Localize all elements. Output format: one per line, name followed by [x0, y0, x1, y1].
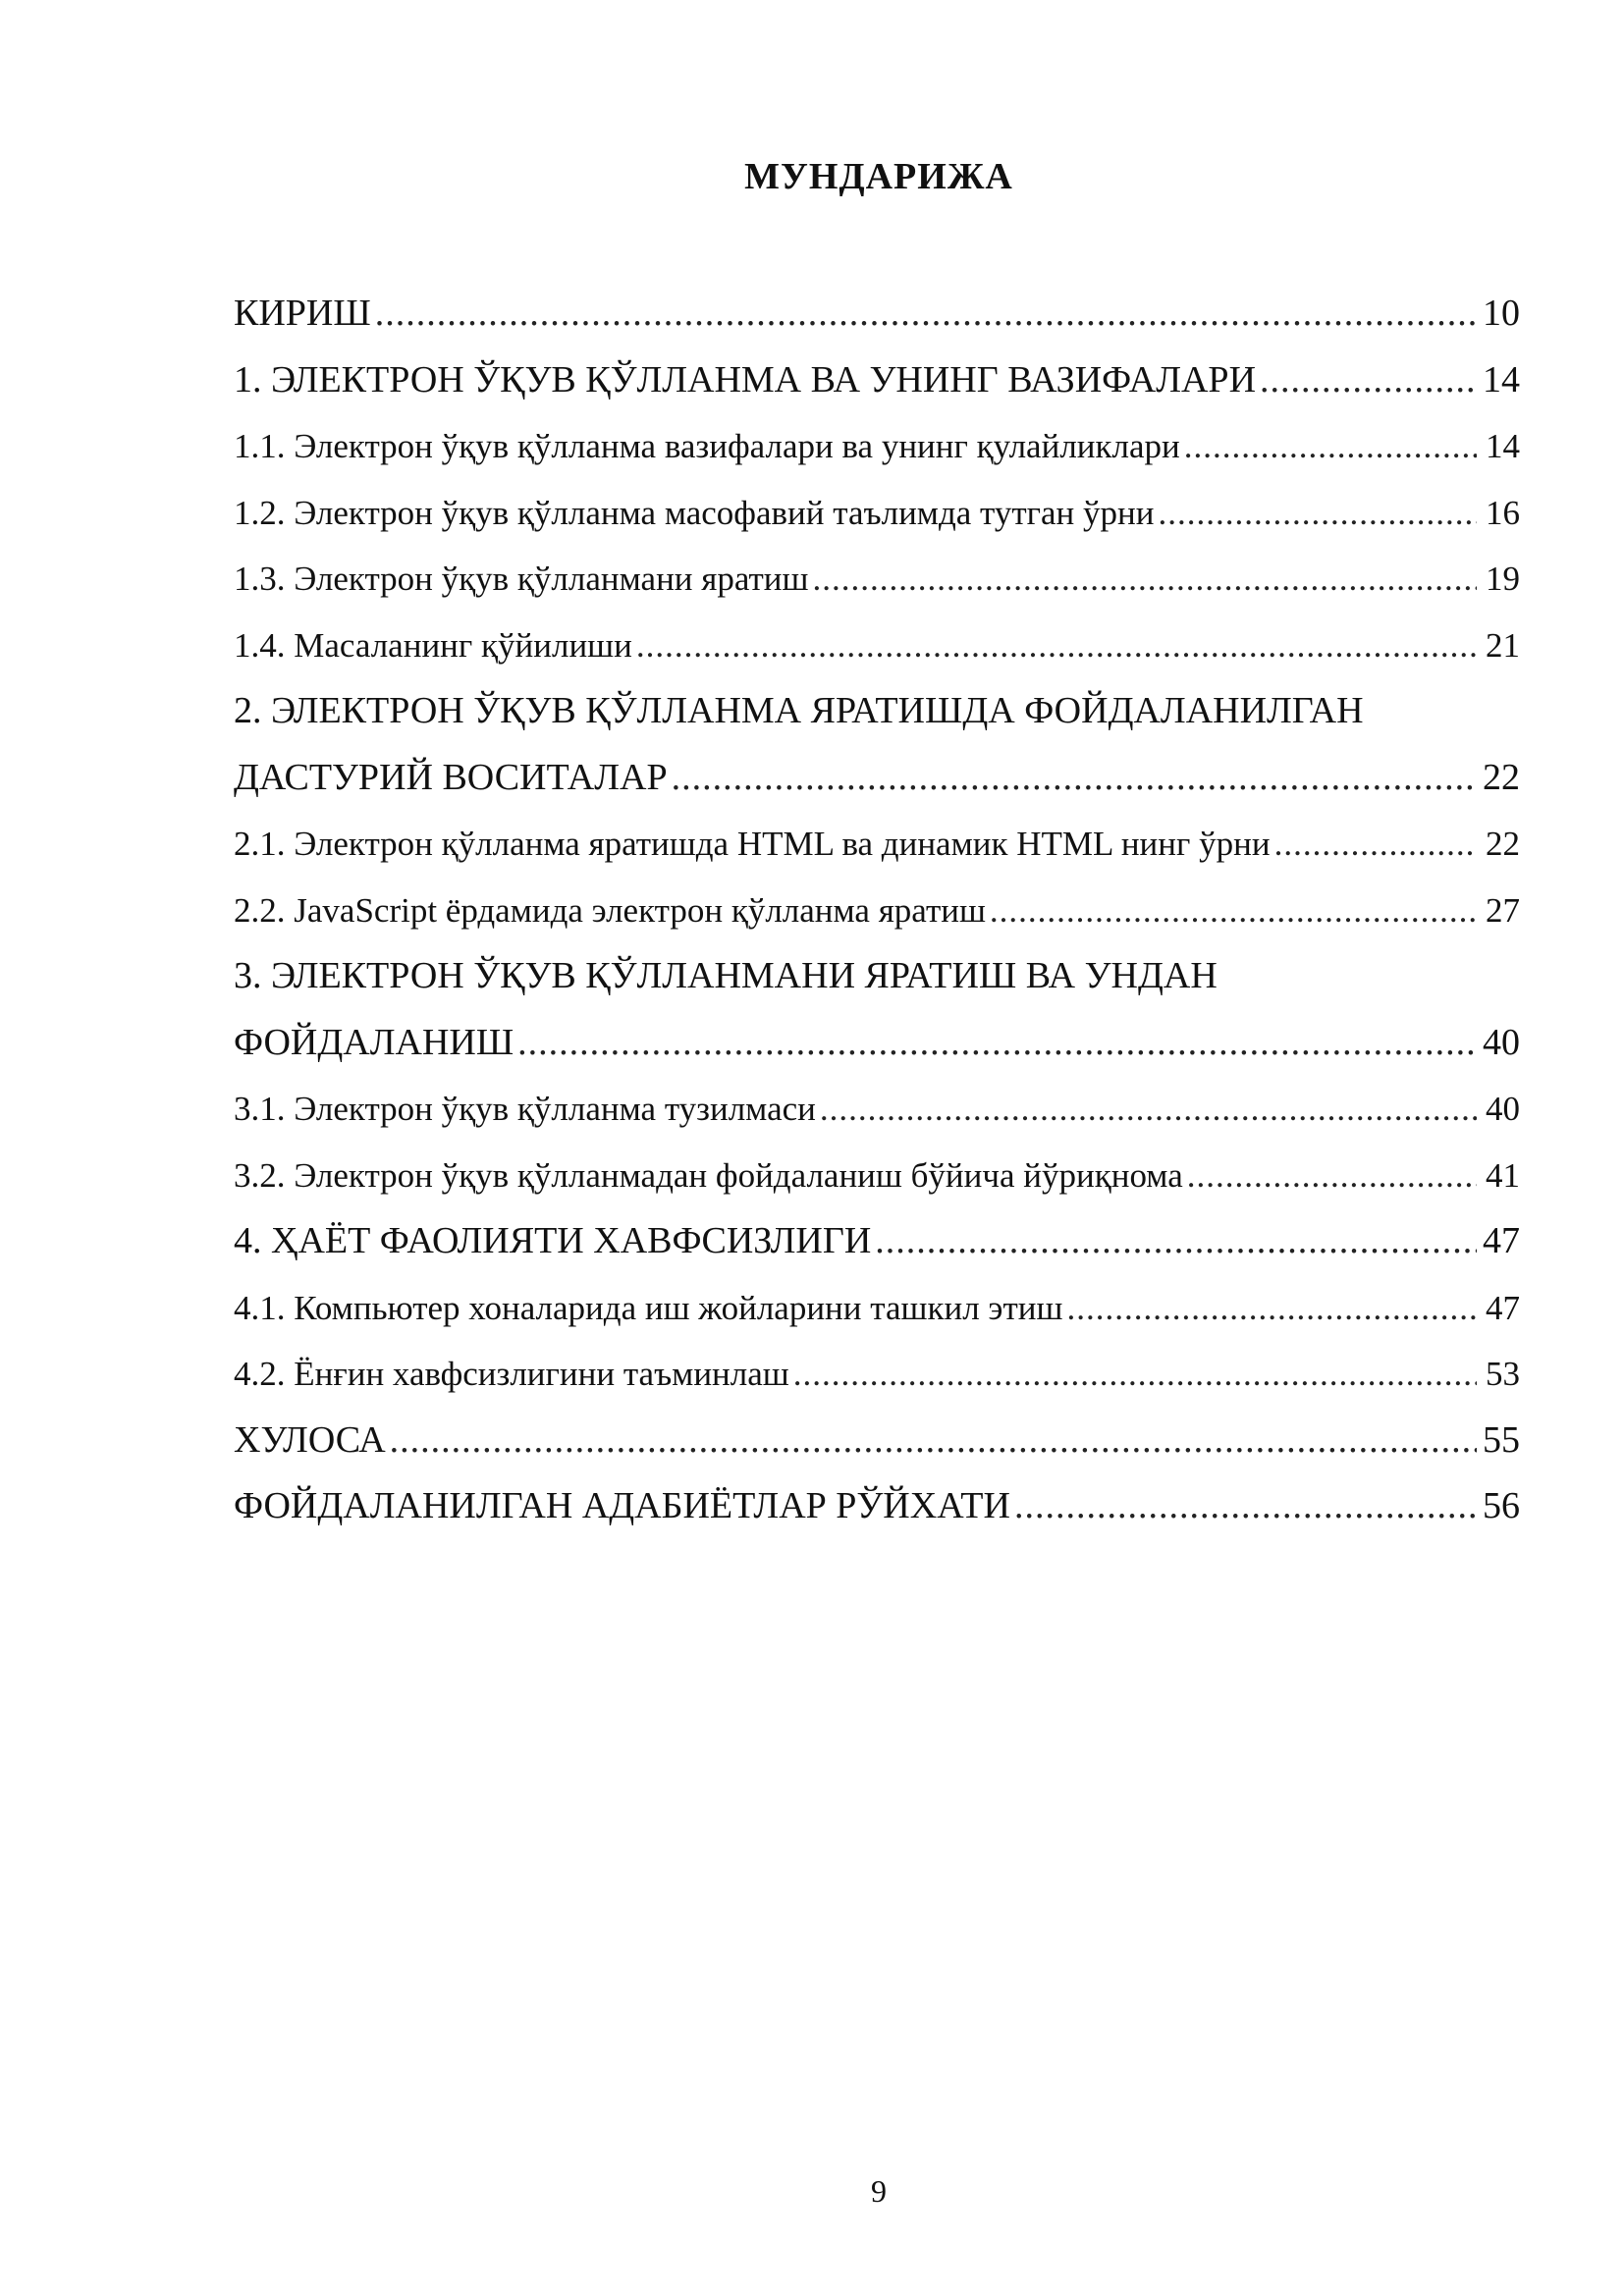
- toc-entry-text: 2.1. Электрон қўлланма яратишда HTML ва динамик HTML нинг ўрни: [234, 825, 1271, 863]
- toc-title: МУНДАРИЖА: [744, 156, 1013, 197]
- toc-entry-page: 47: [1486, 1288, 1520, 1327]
- toc-entry-page: 56: [1483, 1485, 1520, 1526]
- dot-leader: [990, 878, 1477, 944]
- dot-leader: [1184, 413, 1477, 480]
- toc-entry-text: 4.2. Ёнғин хавфсизлигини таъминлаш: [234, 1355, 789, 1393]
- toc-entry-text: 2.2. JavaScript ёрдамида электрон қўлланма яратиш: [234, 890, 986, 930]
- dot-leader: [1260, 347, 1477, 414]
- toc-entry-chapter-2-line-1[interactable]: [234, 678, 1520, 745]
- dot-leader: [1066, 1275, 1477, 1342]
- toc-entry-page: 53: [1486, 1355, 1520, 1393]
- toc-entry-page: 21: [1486, 625, 1520, 665]
- toc-entry-page: 14: [1486, 427, 1520, 465]
- toc-entry-text: ФОЙДАЛАНИШ: [234, 1021, 514, 1063]
- toc-entry-text: ДАСТУРИЙ ВОСИТАЛАР: [234, 756, 668, 798]
- toc-entry-references[interactable]: [234, 1473, 1520, 1540]
- dot-leader: [875, 1208, 1477, 1275]
- toc-entry-text: 1.4. Масаланинг қўйилиши: [234, 625, 632, 665]
- dot-leader: [793, 1341, 1477, 1408]
- toc-entry-page: 19: [1486, 560, 1520, 598]
- toc-entry-text: 3.2. Электрон ўқув қўлланмадан фойдаланиш бўйича йўриқнома: [234, 1155, 1183, 1195]
- toc-entry-section-4-1[interactable]: [234, 1275, 1520, 1342]
- dot-leader: [812, 546, 1477, 613]
- toc-entry-chapter-3-line-1[interactable]: [234, 943, 1520, 1010]
- toc-entry-text: 4. ҲАЁТ ФАОЛИЯТИ ХАВФСИЗЛИГИ: [234, 1220, 872, 1261]
- toc-entry-page: 14: [1483, 358, 1520, 400]
- table-of-contents: [234, 281, 1520, 1540]
- toc-entry-page: 40: [1486, 1090, 1520, 1128]
- toc-entry-page: 27: [1486, 890, 1520, 930]
- toc-entry-section-1-2[interactable]: [234, 480, 1520, 547]
- dot-leader: [1159, 480, 1478, 547]
- toc-entry-page: 22: [1486, 825, 1520, 863]
- dot-leader: [375, 281, 1477, 347]
- toc-entry-page: 16: [1486, 493, 1520, 532]
- toc-entry-text: 1.2. Электрон ўқув қўлланма масофавий таълимда тутган ўрни: [234, 493, 1155, 532]
- page-number: 9: [871, 2173, 887, 2209]
- dot-leader: [390, 1408, 1477, 1474]
- toc-entry-conclusion[interactable]: [234, 1408, 1520, 1474]
- toc-entry-text: КИРИШ: [234, 293, 371, 334]
- toc-entry-chapter-3-line-2[interactable]: [234, 1010, 1520, 1077]
- toc-entry-text: 1.1. Электрон ўқув қўлланма вазифалари ва унинг қулайликлари: [234, 427, 1180, 465]
- toc-entry-text: 4.1. Компьютер хоналарида иш жойларини ташкил этиш: [234, 1288, 1063, 1327]
- toc-entry-page: 47: [1483, 1220, 1520, 1261]
- dot-leader: [820, 1076, 1477, 1143]
- toc-entry-page: 41: [1486, 1155, 1520, 1195]
- toc-entry-section-2-2[interactable]: [234, 878, 1520, 944]
- toc-entry-section-2-1[interactable]: [234, 811, 1520, 878]
- toc-entry-page: 10: [1483, 293, 1520, 334]
- toc-entry-text: 3.1. Электрон ўқув қўлланма тузилмаси: [234, 1090, 816, 1128]
- toc-entry-page: 40: [1483, 1021, 1520, 1063]
- toc-entry-page: 22: [1483, 756, 1520, 798]
- toc-entry-section-1-4[interactable]: [234, 613, 1520, 679]
- toc-entry-text: 3. ЭЛЕКТРОН ЎҚУВ ҚЎЛЛАНМАНИ ЯРАТИШ ВА УНДАН: [234, 955, 1218, 996]
- dot-leader: [636, 613, 1477, 679]
- dot-leader: [1187, 1143, 1477, 1209]
- toc-entry-text: 2. ЭЛЕКТРОН ЎҚУВ ҚЎЛЛАНМА ЯРАТИШДА ФОЙДАЛАНИЛГАН: [234, 690, 1364, 731]
- toc-entry-page: 55: [1483, 1418, 1520, 1461]
- dot-leader: [1014, 1473, 1477, 1540]
- toc-entry-chapter-4[interactable]: [234, 1208, 1520, 1275]
- toc-entry-chapter-1[interactable]: [234, 347, 1520, 414]
- toc-entry-text: 1. ЭЛЕКТРОН ЎҚУВ ҚЎЛЛАНМА ВА УНИНГ ВАЗИФАЛАРИ: [234, 358, 1257, 400]
- dot-leader: [1274, 811, 1477, 878]
- toc-entry-section-3-1[interactable]: [234, 1076, 1520, 1143]
- toc-entry-text: ФОЙДАЛАНИЛГАН АДАБИЁТЛАР РЎЙХАТИ: [234, 1485, 1010, 1526]
- toc-entry-text: 1.3. Электрон ўқув қўлланмани яратиш: [234, 560, 809, 598]
- toc-entry-chapter-2-line-2[interactable]: [234, 745, 1520, 812]
- dot-leader: [517, 1010, 1477, 1077]
- toc-entry-section-3-2[interactable]: [234, 1143, 1520, 1209]
- toc-entry-section-4-2[interactable]: [234, 1341, 1520, 1408]
- toc-entry-intro[interactable]: [234, 281, 1520, 347]
- dot-leader: [672, 745, 1477, 812]
- toc-entry-section-1-1[interactable]: [234, 413, 1520, 480]
- toc-entry-section-1-3[interactable]: [234, 546, 1520, 613]
- toc-entry-text: ХУЛОСА: [234, 1418, 386, 1461]
